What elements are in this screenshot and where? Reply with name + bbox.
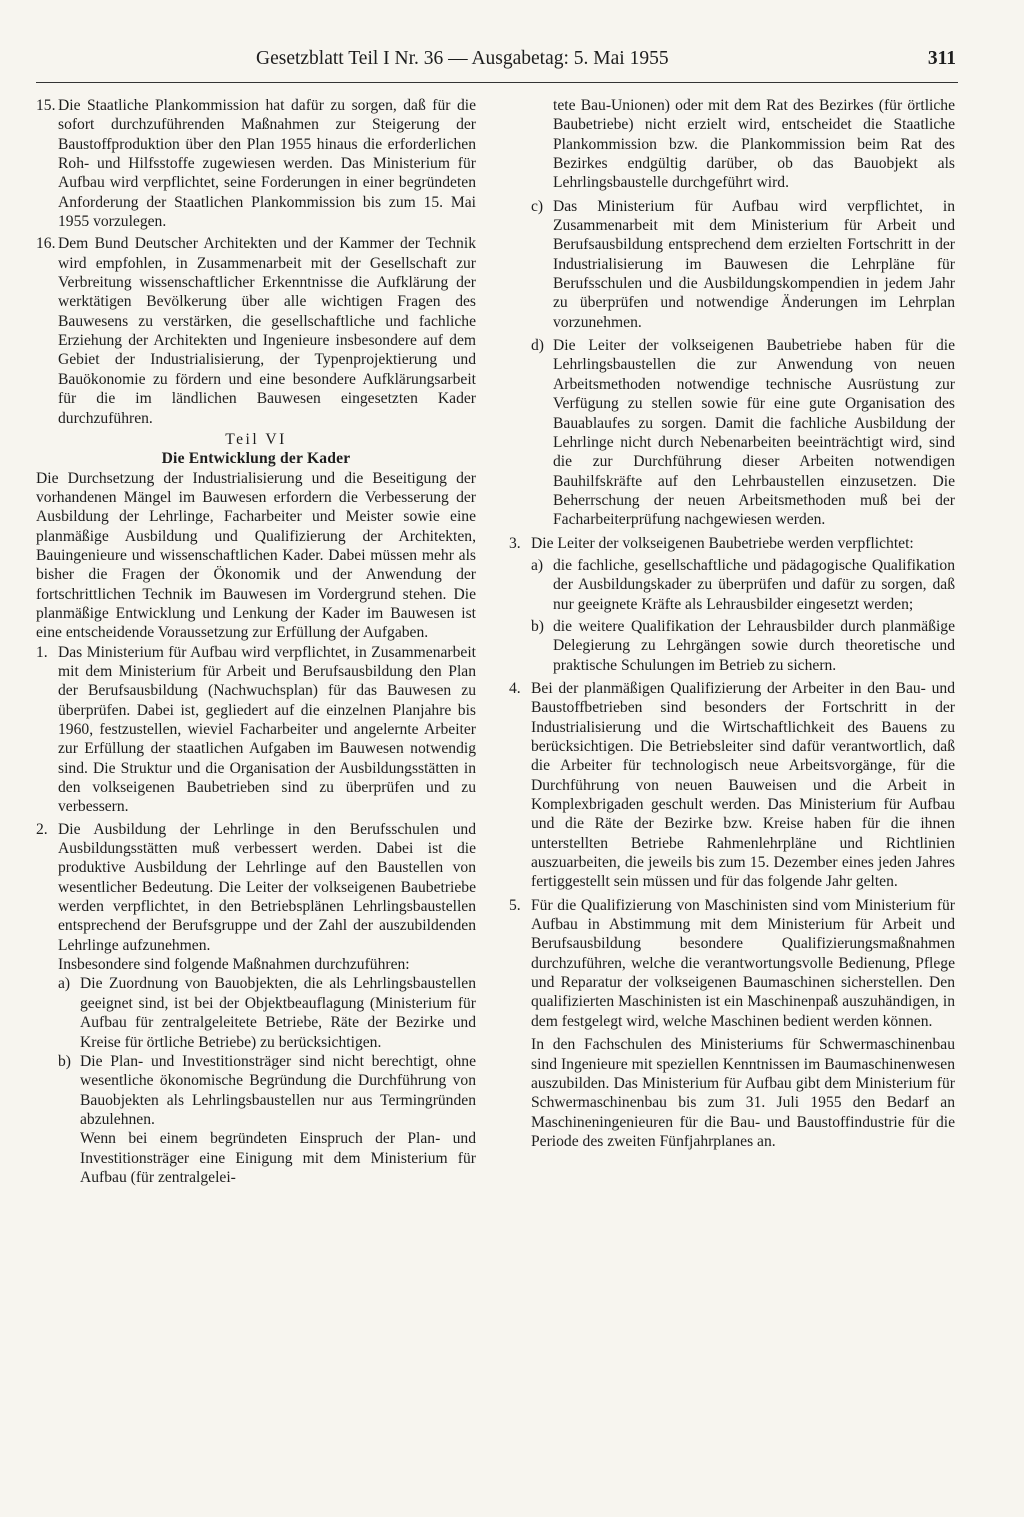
header-rule (36, 82, 958, 83)
item-text: Bei der planmäßigen Qualifizierung der Arbeiter in den Bau- und Baustoffbetrieben sind besonders der Fortschritt in der Industrialisierung und die Wirtschaftlichkeit des Bauens zu berücksichtigen. Die Betriebsleiter sind dafür verantwortlich, daß die Arbeiter für technologisch neue Arbeitsvorgänge, für die Durchführung von neuen Bauweisen und die Arbeit in Komplexbrigaden geschult werden. Das Ministerium für Aufbau und die Räte der Bezirke bzw. Kreise haben für die ihnen unterstellten Betriebe Rahmenlehrpläne und Richtlinien auszuarbeiten, die jeweils bis zum 15. Dezember eines jeden Jahres fertiggestellt sein müssen und für das folgende Jahr gelten. (531, 679, 955, 891)
subitem-c (531, 197, 955, 332)
item-number: 1. (36, 643, 48, 661)
subitem-continuation: Wenn bei einem begründeten Einspruch der Plan- und Investitionsträger eine Einigung mit dem Ministerium für Aufbau (für zentralgelei- (80, 1130, 476, 1186)
item-continuation: In den Fachschulen des Ministeriums für Schwermaschinenbau sind Ingenieure mit speziellen Kenntnissen im Baumaschinenwesen auszubilden. Das Ministerium für Aufbau gibt dem Ministerium für Schwermaschinenbau bis zum 31. Juli 1955 den Bedarf an Maschineningenieuren für die Bau- und Baustoffindustrie für die Periode des zweiten Fünfjahrplanes an. (531, 1036, 955, 1150)
section-title: Teil VI (225, 430, 287, 448)
left-column (36, 96, 476, 1187)
subitem-label: a) (58, 975, 71, 993)
subitem-d (531, 336, 955, 529)
continuation-text: tete Bau-Unionen) oder mit dem Rat des Bezirkes (für örtliche Baubetriebe) nicht erzielt wird, entscheidet die Staatliche Plankommission bzw. die Plankommission beim Rat des Bezirkes endgültig darüber, ob das Bauobjekt als Lehrlingsbaustelle durchgeführt wird. (553, 97, 955, 192)
paragraph-number: 16. (36, 235, 56, 253)
paragraph-number: 15. (36, 97, 56, 114)
item-number: 5. (509, 896, 521, 914)
item-text: Das Ministerium für Aufbau wird verpflichtet, in Zusammenarbeit mit dem Ministerium für Arbeit und Berufsausbildung den Plan der Berufsausbildung (Nachwuchsplan) für das Bauwesen zu überprüfen. Dabei ist, gegliedert auf die einzelnen Planjahre bis 1960, festzustellen, wieviel Facharbeiter und angelernte Arbeiter zur Erfüllung der staatlichen Aufgaben im Bauwesen notwendig sind. Die Struktur und die Organisation der Ausbildungsstätten in den volkseigenen Baubetrieben sind zu überprüfen und zu verbessern. (58, 643, 476, 816)
subitem-text: Das Ministerium für Aufbau wird verpflichtet, in Zusammenarbeit mit dem Ministerium für Arbeit und Berufsausbildung entsprechend dem erzielten Fortschritt in der Industrialisierung im Bauwesen die Lehrpläne für Berufsschulen und die Ausbildungskompendien in jedem Jahr zu überprüfen und notwendige Änderungen im Lehrplan vorzunehmen. (553, 197, 955, 331)
item-text: Die Leiter der volkseigenen Baubetriebe werden verpflichtet: (531, 534, 914, 552)
subitem-text: Die Plan- und Investitionsträger sind nicht berechtigt, ohne wesentliche ökonomische Begründung die Durchführung von Bauobjekten als Lehrlingsbaustellen nur aus Termingründen abzulehnen. (80, 1052, 476, 1128)
paragraph-15 (36, 96, 476, 231)
subitem-label: b) (58, 1052, 71, 1070)
section-intro: Die Durchsetzung der Industrialisierung und die Beseitigung der vorhandenen Mängel im Bauwesen erfordern die Verbesserung der Ausbildung der Lehrlinge, Facharbeiter und Meister sowie eine planmäßige Ausbildung und Qualifizierung der Architekten, Bauingenieure und wissenschaftlichen Kader. Dabei müssen mehr als bisher die Fragen der Ökonomik und der Anwendung der fortschrittlichen Technik im Bauwesen im Vordergrund stehen. Die planmäßige Entwicklung und Lenkung der Kader im Bauwesen ist eine entscheidende Voraussetzung zur Erfüllung der Aufgaben. (36, 469, 476, 642)
item-note: Insbesondere sind folgende Maßnahmen durchzuführen: (58, 956, 410, 974)
page-number: 311 (927, 48, 956, 69)
item-1 (36, 643, 476, 817)
gazette-title: Gesetzblatt Teil I Nr. 36 — Ausgabetag: 5. Mai 1955 (256, 48, 669, 69)
item-number: 2. (36, 820, 48, 838)
item-5 (509, 896, 955, 1151)
subitem-label: b) (531, 617, 544, 635)
paragraph-16 (36, 234, 476, 427)
subitem-text: Die Zuordnung von Bauobjekten, die als Lehrlingsbaustellen geeignet sind, ist bei der Objektbeauflagung (Ministerium für Aufbau für zentralgeleitete Betriebe, Räte der Bezirke und Kreise für örtliche Betriebe) zu berücksichtigen. (80, 975, 476, 1051)
subitem-b (531, 617, 955, 675)
subitem-text: die weitere Qualifikation der Lehrausbilder durch planmäßige Delegierung zu Lehrgängen sowie durch theoretische und praktische Schulungen im Betrieb zu sichern. (553, 617, 955, 674)
subitem-label: a) (531, 556, 544, 574)
item-number: 3. (509, 534, 521, 552)
item-text: Die Ausbildung der Lehrlinge in den Berufsschulen und Ausbildungsstätten muß verbessert werden. Dabei ist die produktive Ausbildung der Lehrlinge auf den Baustellen von wesentlicher Bedeutung. Die Leiter der volkseigenen Baubetriebe werden verpflichtet, in den Betriebsplänen Lehrlingsbaustellen entsprechend der Berufsgruppe und der Zahl der auszubildenden Lehrlinge aufzunehmen. (58, 820, 476, 954)
paragraph-text: Dem Bund Deutscher Architekten und der Kammer der Technik wird empfohlen, in Zusammenarbeit mit der Gesellschaft zur Verbreitung wissenschaftlicher Erkenntnisse die Aufklärung der werktätigen Bevölkerung über alle wichtigen Fragen des Bauwesens zu verstärken, die gesellschaftliche und fachliche Erziehung der Architekten und Ingenieure insbesondere auf dem Gebiet der Industrialisierung, der Typenprojektierung und Bauökonomie zu fördern und eine besondere Aufklärungsarbeit für die im ländlichen Bauwesen eingesetzten Kader durchzuführen. (58, 235, 476, 427)
item-text: Für die Qualifizierung von Maschinisten sind vom Ministerium für Aufbau in Abstimmung mit dem Ministerium für Arbeit und Berufsausbildung besondere Qualifizierungsmaßnahmen durchzuführen, welche die verantwortungsvolle Bedienung, Pflege und Reparatur der volkseigenen Baumaschinen sicherstellen. Den qualifizierten Maschinisten ist ein Maschinenpaß auszuhändigen, in dem festgelegt wird, welche Maschinen bedient werden können. (531, 896, 955, 1030)
subitem-text: Die Leiter der volkseigenen Baubetriebe haben für die Lehrlingsbaustellen die zur Anwendung von neuen Arbeitsmethoden notwendige technische Ausrüstung zur Verfügung zu stellen sowie für eine gute Organisation des Bauablaufes zu sorgen. Damit die fachliche Ausbildung der Lehrlinge nicht durch Nebenarbeiten beeinträchtigt wird, sind die zur Durchführung dieser Arbeiten notwendigen Bauhilfskräfte auf den Lehrbaustellen einzusetzen. Die Beherrschung der neuen Arbeitsmethoden muß bei der Facharbeiterprüfung nachgewiesen werden. (553, 337, 955, 529)
right-column (509, 96, 955, 1151)
section-subtitle: Die Entwicklung der Kader (161, 450, 351, 468)
paragraph-text: Die Staatliche Plankommission hat dafür zu sorgen, daß für die sofort durchzuführenden Maßnahmen zur Steigerung der Baustoffproduktion über den Plan 1955 hinaus die erforderlichen Roh- und Hilfsstoffe zugewiesen werden. Das Ministerium für Aufbau wird verpflichtet, seine Forderungen in einer begründeten Anforderung der Staatlichen Plankommission bis zum 15. Mai 1955 vorzulegen. (58, 97, 476, 231)
item-number: 4. (509, 679, 521, 697)
subitem-text: die fachliche, gesellschaftliche und pädagogische Qualifikation der Ausbildungskader zu überprüfen und dafür zu sorgen, daß nur geeignete Kräfte als Lehrausbilder eingesetzt werden; (553, 556, 955, 613)
subitem-label: d) (531, 337, 544, 355)
subitem-label: c) (531, 197, 544, 215)
subitem-b (58, 1052, 476, 1187)
page-header (256, 44, 956, 74)
item-2 (36, 820, 476, 1188)
item-4 (509, 679, 955, 892)
subitem-a (58, 974, 476, 1051)
item-3 (509, 534, 955, 675)
subitem-a (531, 556, 955, 614)
